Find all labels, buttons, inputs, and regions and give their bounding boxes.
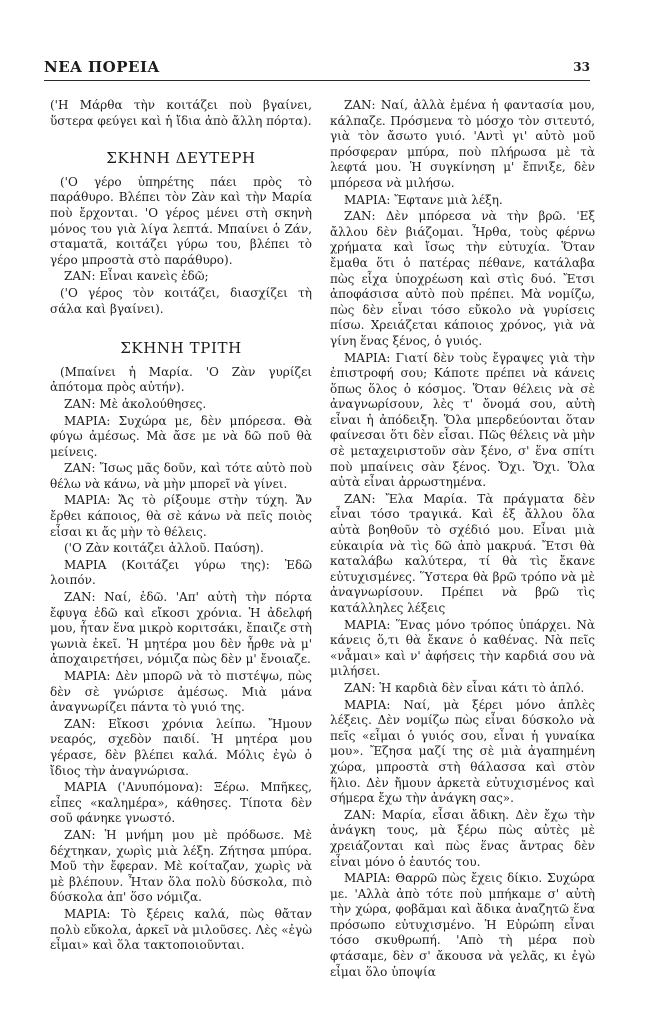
dialogue-line: ΖΑΝ: Εἴκοσι χρόνια λείπω. Ἤμουν νεαρός, σχεδὸν παιδί. Ἡ μητέρα μου γέρασε, δὲν βλέπει καλά. Μόλις ἐγὼ ὁ ἴδιος τὴν ἀναγνώρισα. [50,716,312,778]
intro-stage-direction: ('Η Μάρθα τὴν κοιτάζει ποὺ βγαίνει, ὕστερα φεύγει καὶ ἡ ἴδια ἀπὸ ἄλλη πόρτα). [50,98,312,128]
dialogue-line: ΖΑΝ: Ναί, ἐδῶ. 'Απ' αὐτὴ τὴν πόρτα ἔφυγα ἐδῶ καὶ εἴκοσι χρόνια. Ἡ ἀδελφή μου, ἦταν ἕνα μικρὸ κοριτσάκι, ἔπαιζε στὴ γωνιὰ ἐκεῖ. Ἡ μητέρα μου δὲν ἦρθε νὰ μ' ἀποχαιρετήσει, νόμιζα πὼς δὲν μ' ἔνοιαζε. [50,590,312,667]
scene-two-stage-direction: ('Ο γέρο ὑπηρέτης πάει πρὸς τὸ παράθυρο. Βλέπει τὸν Ζὰν καὶ τὴν Μαρία ποὺ ἔρχονται. 'Ο γέρος μένει στὴ σκηνὴ μόνος του γιὰ λίγα λεπτά. Μπαίνει ὁ Ζάν, σταματᾶ, κοιτάζει γύρω του, βλέπει τὸ γέρο μπροστὰ στὸ παράθυρο). [50,174,312,267]
dialogue-line: ΜΑΡΙΑ: Θαρρῶ πὼς ἔχεις δίκιο. Συχώρα με. 'Αλλὰ ἀπὸ τότε ποὺ μπήκαμε σ' αὐτὴ τὴν χώρα, φοβᾶμαι καὶ ἄδικα ἀναζητῶ ἕνα πρόσωπο εὐτυχισμένο. Ἡ Εὐρώπη εἶναι τόσο σκυθρωπή. 'Απὸ τὴ μέρα ποὺ φτάσαμε, δὲν σ' ἄκουσα νὰ γελᾶς, κι ἐγὼ εἶμαι ὅλο ὑποψία [330,871,595,979]
right-column [330,98,595,1004]
dialogue-line: ΜΑΡΙΑ: Συχώρα με, δὲν μπόρεσα. Θὰ φύγω ἀμέσως. Μὰ ἄσε με νὰ δῶ ποῦ θὰ μείνεις. [50,413,312,459]
dialogue-line: ΖΑΝ: Μαρία, εἶσαι ἄδικη. Δὲν ἔχω τὴν ἀνάγκη τους, μὰ ξέρω πὼς αὐτὲς μὲ χρειάζονται καὶ πὼς ἕνας ἄντρας δὲν εἶναι μόνο ὁ ἑαυτός του. [330,807,595,869]
dialogue-line: ΖΑΝ: Μὲ ἀκολούθησες. [64,396,207,411]
dialogue-line: ΖΑΝ: Ἡ μνήμη μου μὲ πρόδωσε. Μὲ δέχτηκαν, χωρὶς μιὰ λέξη. Ζήτησα μπύρα. Μοῦ τὴν ἔφεραν. Μὲ κοίταζαν, χωρὶς νὰ μὲ βλέπουν. Ἦταν ὅλα πολὺ δύσκολα, πιὸ δύσκολα ἀπ' ὅσο νόμιζα. [50,827,312,905]
dialogue-line: ΜΑΡΙΑ: Ἕνας μόνο τρόπος ὑπάρχει. Νὰ κάνεις ὅ,τι θὰ ἔκανε ὁ καθένας. Νὰ πεῖς «νἆμαι» καὶ ν' ἀφήσεις τὴν καρδιά σου νὰ μιλήσει. [330,617,595,679]
running-header [44,56,590,81]
dialogue-line: ΜΑΡΙΑ (Κοιτάζει γύρω της): Ἐδῶ λοιπόν. [50,557,312,588]
dialogue-line: ('Ο Ζὰν κοιτάζει ἀλλοῦ. Παύση). [64,541,264,556]
dialogue-line: ΜΑΡΙΑ ('Ανυπόμονα): Ξέρω. Μπῆκες, εἶπες «καλημέρα», κάθησες. Τίποτα δὲν σοῦ φάνηκε γνωστό. [50,780,312,826]
scene-three-stage-direction: (Μπαίνει ἡ Μαρία. 'Ο Ζὰν γυρίζει ἀπότομα πρὸς αὐτήν). [50,364,312,395]
page-number: 33 [573,60,590,74]
dialogue-line: ΜΑΡΙΑ: Γιατί δὲν τοὺς ἔγραψες γιὰ τὴν ἐπιστροφή σου; Κάποτε πρέπει νὰ κάνεις ὅπως ὅλος ὁ κόσμος. Ὅταν θέλεις νὰ σὲ ἀναγνωρίσουν, λὲς τ' ὄνομά σου, αὐτὴ εἶναι ἡ ἀπόδειξη. Ὅλα μπερδεύονται ὅταν φαίνεσαι ὅτι δὲν εἶσαι. Πῶς θέλεις νὰ μὴν σὲ μεταχειριστοῦν σὰν ξένο, σ' ἕνα σπίτι ποὺ μπαίνεις σὰν ξένος. Ὄχι. Ὄχι. Ὅλα αὐτὰ εἶναι ἀρρωστημένα. [330,350,595,490]
dialogue-line: ΖΑΝ: Ἔλα Μαρία. Τὰ πράγματα δὲν εἶναι τόσο τραγικά. Καὶ ἐξ ἄλλου ὅλα αὐτὰ βοηθοῦν τὸ σχέδιό μου. Εἶναι μιὰ εὐκαιρία νὰ τὶς δῶ ἀπὸ μακρυά. Ἔτσι θὰ καταλάβω καλύτερα, τί θὰ τὶς ἔκανε εὐτυχισμένες. Ὕστερα θὰ βρῶ τρόπο νὰ μὲ ἀναγνωρίσουν. Πρέπει νὰ βρῶ τὶς κατάλληλες λέξεις [330,491,595,615]
dialogue-line: ΖΑΝ: Ναί, ἀλλὰ ἐμένα ἡ φαντασία μου, κάλπαζε. Πρόσμενα τὸ μόσχο τὸν σιτευτό, γιὰ τὸν ἄσωτο γυιό. 'Αντὶ γι' αὐτὸ μοῦ πρόσφεραν μπύρα, ποὺ πλήρωσα μὲ τὰ λεφτά μου. Ἡ συγκίνηση μ' ἔπνιξε, δὲν μπόρεσα νὰ μιλήσω. [330,98,595,190]
scene-two-title: ΣΚΗΝΗ ΔΕΥΤΕΡΗ [106,149,256,168]
left-column [50,98,312,1004]
scene-two-exit-direction: ('Ο γέρος τὸν κοιτάζει, διασχίζει τὴ σάλα καὶ βγαίνει). [50,285,312,316]
dialogue-line: ΖΑΝ: Ἴσως μᾶς δοῦν, καὶ τότε αὐτὸ ποὺ θέλω νὰ κάνω, νὰ μὴν μπορεῖ νὰ γίνει. [50,461,312,491]
dialogue-line: ΜΑΡΙΑ: Ἄς τὸ ρίξουμε στὴν τύχη. Ἄν ἔρθει κάποιος, θὰ σὲ κάνω νὰ πεῖς ποιὸς εἶσαι κι ἄς μὴν τὸ θέλεις. [50,493,312,539]
dialogue-line: ΖΑΝ: Ἡ καρδιὰ δὲν εἶναι κάτι τὸ ἁπλό. [344,680,585,695]
scene-three-title: ΣΚΗΝΗ ΤΡΙΤΗ [120,339,242,358]
dialogue-line: ΜΑΡΙΑ: Ναί, μὰ ξέρει μόνο ἁπλὲς λέξεις. Δὲν νομίζω πὼς εἶναι δύσκολο νὰ πεῖς «εἶμαι ὁ γυιός σου, εἶναι ἡ γυναίκα μου». Ἔζησα μαζί της σὲ μιὰ ἀγαπημένη χώρα, μπροστὰ στὴ θάλασσα καὶ στὸν ἥλιο. Δὲν ἤμουν ἀρκετὰ εὐτυχισμένος καὶ σήμερα ἔχω τὴν ἀνάγκη σας». [330,697,595,806]
journal-title: ΝΕΑ ΠΟΡΕΙΑ [44,58,160,76]
dialogue-line: ΜΑΡΙΑ: Τὸ ξέρεις καλά, πὼς θἄταν πολὺ εὔκολα, ἀρκεῖ νὰ μιλοῦσες. Λὲς «ἐγὼ εἶμαι» καὶ ὅλα τακτοποιοῦνται. [50,906,312,953]
dialogue-line: ΖΑΝ: Δὲν μπόρεσα νὰ τὴν βρῶ. 'Εξ ἄλλου δὲν βιάζομαι. Ἦρθα, τοὺς φέρνω χρήματα καὶ ἴσως τὴν εὐτυχία. Ὅταν ἔμαθα ὅτι ὁ πατέρας πέθανε, κατάλαβα πὼς εἶχα ὑποχρέωση καὶ στὶς δυό. Ἔτσι ἀποφάσισα αὐτὸ ποὺ πρέπει. Μὰ νομίζω, πὼς δὲν εἶναι τόσο εὔκολο νὰ γυρίσεις πίσω. Χρειάζεται κάποιος χρόνος, γιὰ νὰ γίνη ἕνας ξένος, ὁ γυιός. [330,209,595,348]
dialogue-line: ΜΑΡΙΑ: Δὲν μπορῶ νὰ τὸ πιστέψω, πὼς δὲν σὲ γνώρισε ἀμέσως. Μιὰ μάνα ἀναγνωρίζει πάντα τὸ γυιό της. [50,669,312,715]
dialogue-line: ΜΑΡΙΑ: Ἔφτανε μιὰ λέξη. [344,192,503,207]
dialogue-line: ΖΑΝ: Εἶναι κανεὶς ἐδῶ; [64,269,209,284]
